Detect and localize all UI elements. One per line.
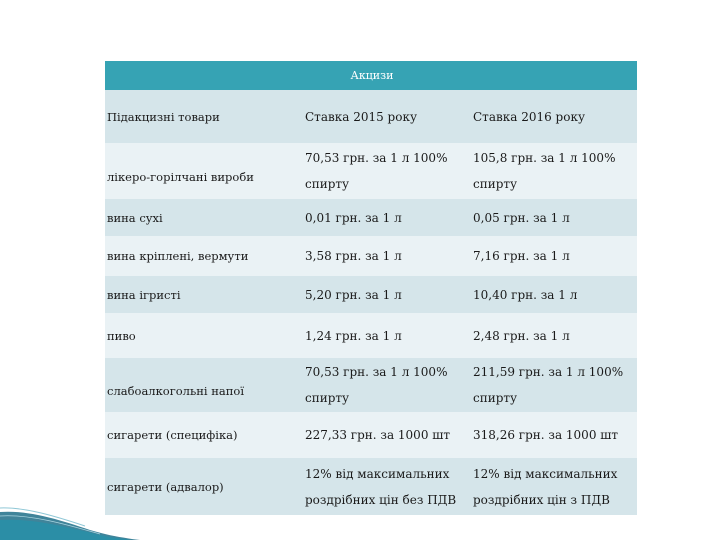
rate-2015-cell: 5,20 грн. за 1 л [303, 276, 471, 313]
rate-2016-line-1: 105,8 грн. за 1 л 100% [473, 151, 616, 165]
table-title-row [105, 61, 637, 90]
rate-2015-line-1: 12% від максимальних [305, 466, 450, 481]
rate-2015-line-2: спирту [305, 391, 350, 405]
rate-2016-line-1: 12% від максимальних [473, 466, 618, 481]
rate-2015-line-2: спирту [305, 177, 350, 191]
rate-2015-cell: 0,01 грн. за 1 л [303, 199, 471, 236]
product-cell: слабоалкогольні напої [105, 358, 303, 412]
column-header-rate-2015: Ставка 2015 року [303, 90, 471, 143]
column-header-product: Підакцизні товари [105, 90, 303, 143]
table-row [105, 199, 637, 236]
product-cell: вина сухі [105, 199, 303, 236]
rate-2016-line-2: спирту [473, 391, 518, 405]
product-cell: сигарети (адвалор) [105, 458, 303, 515]
rate-2016-cell: 318,26 грн. за 1000 шт [471, 412, 637, 458]
rate-2015-cell: 227,33 грн. за 1000 шт [303, 412, 471, 458]
product-cell: сигарети (специфіка) [105, 412, 303, 458]
rate-2015-cell: 3,58 грн. за 1 л [303, 236, 471, 276]
rate-2015-cell [303, 458, 471, 515]
rate-2015-line-1: 70,53 грн. за 1 л 100% [305, 151, 448, 165]
product-cell: вина кріплені, вермути [105, 236, 303, 276]
rate-2016-cell [471, 458, 637, 515]
rate-2016-line-1: 211,59 грн. за 1 л 100% [473, 365, 624, 379]
product-cell: пиво [105, 313, 303, 358]
header-row [105, 90, 637, 143]
table-row [105, 313, 637, 358]
rate-2016-cell: 10,40 грн. за 1 л [471, 276, 637, 313]
rate-2016-line-2: спирту [473, 177, 518, 191]
table-title: Акцизи [105, 61, 637, 90]
rate-2015-line-2: роздрібних цін без ПДВ [305, 492, 457, 507]
rate-2016-cell: 7,16 грн. за 1 л [471, 236, 637, 276]
column-header-rate-2016: Ставка 2016 року [471, 90, 637, 143]
rate-2016-cell [471, 143, 637, 199]
rate-2015-cell [303, 143, 471, 199]
rate-2016-cell: 0,05 грн. за 1 л [471, 199, 637, 236]
excise-table [105, 61, 637, 515]
rate-2016-line-2: роздрібних цін з ПДВ [473, 492, 610, 507]
table-row [105, 236, 637, 276]
product-cell: вина ігристі [105, 276, 303, 313]
rate-2016-cell [471, 358, 637, 412]
rate-2016-cell: 2,48 грн. за 1 л [471, 313, 637, 358]
rate-2015-cell: 1,24 грн. за 1 л [303, 313, 471, 358]
table-row [105, 358, 637, 412]
rate-2015-line-1: 70,53 грн. за 1 л 100% [305, 365, 448, 379]
table-row [105, 143, 637, 199]
table-row [105, 276, 637, 313]
corner-wave-decoration [0, 450, 150, 540]
table-row [105, 412, 637, 458]
product-cell: лікеро-горілчані вироби [105, 143, 303, 199]
table-row [105, 458, 637, 515]
rate-2015-cell [303, 358, 471, 412]
